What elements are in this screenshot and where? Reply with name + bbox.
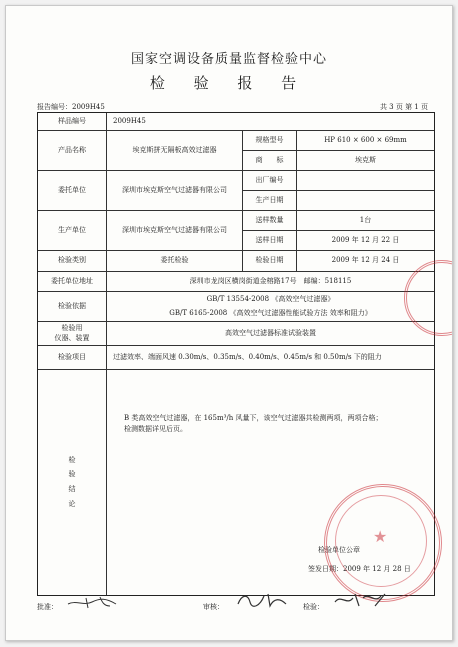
client-address-value: 深圳市龙岗区横岗街道金榕路17号 邮编：518115: [189, 276, 352, 285]
factory-no-value: [297, 170, 434, 190]
test-type-label: 检验类别: [58, 256, 86, 265]
test-date-value: 2009 年 12 月 24 日: [331, 256, 400, 265]
brand-value: 埃克斯: [355, 155, 376, 164]
producer-value: 深圳市埃克斯空气过滤器有限公司: [122, 225, 227, 234]
product-name-label: 产品名称: [58, 145, 86, 154]
conclusion-char-1: 检: [68, 455, 76, 464]
report-number-value: 2009H45: [72, 103, 105, 111]
sample-no-label: 样品编号: [58, 117, 86, 126]
approve-label: 批准：: [37, 603, 58, 611]
equipment-value: 高效空气过滤器标准试验装置: [225, 328, 316, 337]
test-label: 检验：: [303, 603, 324, 611]
report-number: [37, 102, 105, 112]
equipment-label-line-2: 仪器、装置: [54, 333, 90, 342]
seal-label: 检验单位公章: [318, 546, 360, 554]
qty-label: 送样数量: [255, 215, 284, 224]
conclusion-char-3: 结: [68, 485, 76, 493]
equipment-label: [38, 321, 106, 345]
issue-date: 签发日期：2009 年 12 月 28 日: [308, 565, 411, 573]
send-date-value: 2009 年 12 月 22 日: [331, 235, 400, 244]
test-signature: [331, 590, 391, 610]
conclusion-text: [124, 413, 434, 435]
brand-label: 商 标: [255, 155, 284, 164]
org-name: 国家空调设备质量监督检验中心: [130, 52, 327, 67]
test-type-value: 委托检验: [160, 256, 189, 265]
test-date-label: 检验日期: [255, 256, 284, 265]
product-name-value: 埃克斯拼无隔板高效过滤器: [132, 145, 217, 154]
client-value: 深圳市埃克斯空气过滤器有限公司: [122, 185, 227, 194]
prod-date-label: 生产日期: [255, 195, 284, 204]
official-seal: ★: [324, 484, 442, 602]
items-label: 检验项目: [58, 352, 86, 361]
conclusion-char-4: 论: [68, 499, 76, 508]
report-number-label: 报告编号：: [37, 103, 72, 111]
items-value: 过滤效率、端面风速 0.30m/s、0.35m/s、0.40m/s、0.45m/s 和 0.50m/s 下的阻力: [113, 352, 382, 361]
approve-signature: [66, 594, 126, 610]
basis-label: 检验依据: [58, 301, 86, 310]
conclusion-label: [38, 369, 106, 595]
equipment-label-line-1: 检验用: [61, 323, 83, 332]
page-info: 共 3 页 第 1 页: [379, 103, 428, 111]
conclusion-char-2: 验: [68, 470, 76, 479]
send-date-label: 送样日期: [255, 235, 284, 244]
client-label: 委托单位: [58, 185, 86, 194]
client-address-label: 委托单位地址: [51, 276, 93, 285]
factory-no-label: 出厂编号: [255, 175, 284, 184]
producer-label: 生产单位: [58, 225, 86, 234]
conclusion-line-2: 检测数据详见后页。: [124, 425, 187, 434]
sample-no-value: 2009H45: [113, 117, 146, 126]
review-signature: [234, 590, 294, 610]
review-label: 审核：: [203, 603, 224, 611]
prod-date-value: [297, 190, 434, 210]
spec-value: HP 610 × 600 × 69mm: [324, 135, 407, 144]
basis-standard-2: GB/T 6165-2008 《高效空气过滤器性能试验方法 效率和阻力》: [169, 308, 372, 317]
qty-value: 1台: [359, 215, 372, 224]
report-title: 检 验 报 告: [149, 74, 309, 92]
report-page: [5, 5, 453, 641]
basis-standard-1: GB/T 13554-2008 《高效空气过滤器》: [206, 294, 335, 303]
spec-label: 规格型号: [255, 135, 284, 144]
conclusion-line-1: B 类高效空气过滤器，在 165m³/h 风量下，该空气过滤器共检测两项，两项合格；: [124, 414, 383, 422]
